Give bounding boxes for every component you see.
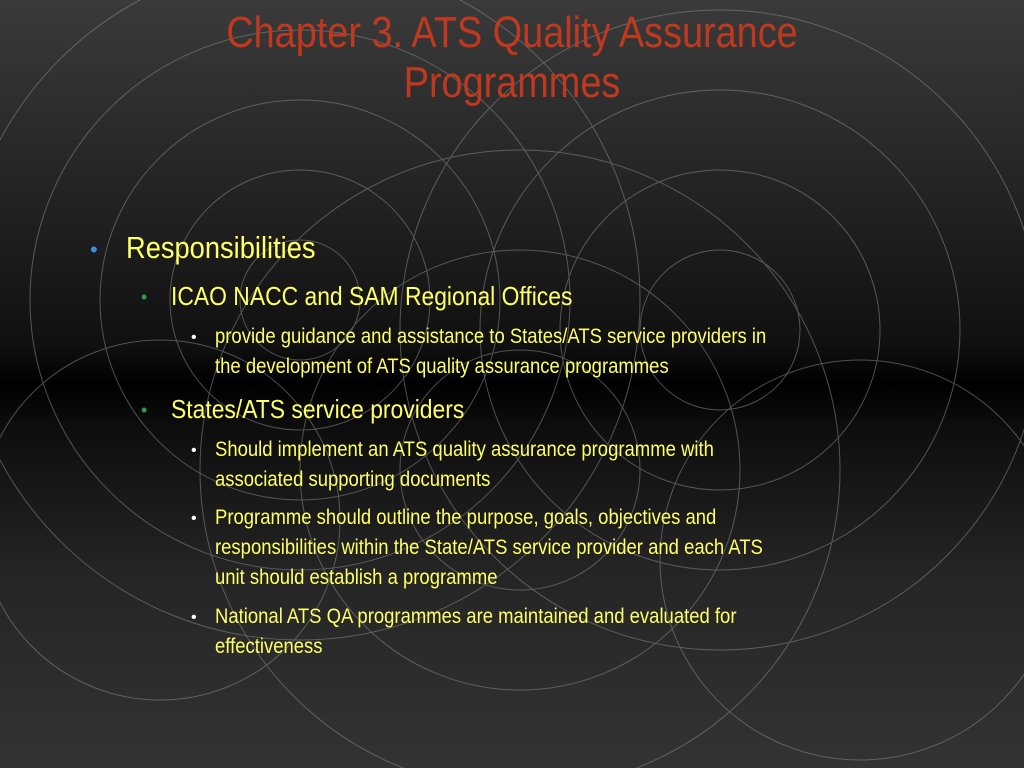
bullet-text	[215, 503, 919, 593]
bullet-text: ICAO NACC and SAM Regional Offices	[171, 281, 573, 311]
bullet-line: unit should establish a programme	[215, 566, 498, 589]
bullet-line: the development of ATS quality assurance programmes	[215, 355, 669, 378]
bullet-dot-level3: •	[191, 510, 197, 527]
bullet-dot-level1: •	[90, 237, 98, 262]
bullet-line: Should implement an ATS quality assurance programme with	[215, 438, 714, 461]
bullet-line: associated supporting documents	[215, 468, 491, 491]
bullet-dot-level3: •	[191, 609, 197, 626]
bullet-line: Programme should outline the purpose, goals, objectives and	[215, 506, 717, 529]
bullet-text	[215, 322, 919, 382]
bullet-line: effectiveness	[215, 635, 323, 658]
bullet-line: responsibilities within the State/ATS service provider and each ATS	[215, 536, 763, 559]
bullet-dot-level2: •	[141, 400, 148, 420]
bullet-dot-level2: •	[141, 287, 148, 307]
title-line-2: Programmes	[403, 58, 621, 107]
bullet-dot-level3: •	[191, 442, 197, 459]
bullet-text	[215, 602, 919, 662]
bullet-text: Responsibilities	[126, 230, 316, 265]
bullet-text: States/ATS service providers	[171, 394, 465, 424]
bullet-line: National ATS QA programmes are maintained and evaluated for	[215, 605, 737, 628]
bullet-dot-level3: •	[191, 329, 197, 346]
bullet-line: provide guidance and assistance to States/ATS service providers in	[215, 325, 767, 348]
title-line-1: Chapter 3. ATS Quality Assurance	[226, 8, 798, 57]
bullet-text	[215, 435, 919, 495]
